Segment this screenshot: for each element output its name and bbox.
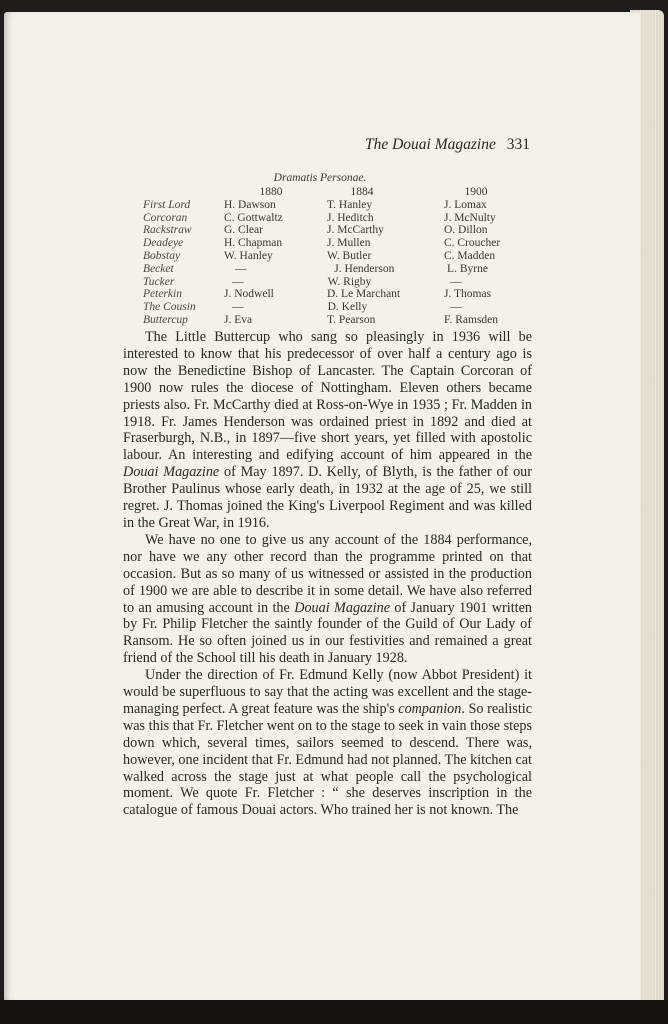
cast-row — [143, 314, 528, 327]
year-header: 1880 — [259, 186, 283, 198]
cast-actor-1880: W. Hanley — [224, 249, 273, 262]
journal-title: The Douai Magazine — [364, 136, 496, 153]
cast-actor-1900: F. Ramsden — [444, 313, 499, 326]
book-cover-bottom — [0, 1000, 668, 1024]
cast-row — [143, 301, 528, 314]
cast-actor-1884: W. Rigby — [327, 275, 372, 288]
cast-actor-1880: H. Dawson — [224, 198, 276, 211]
running-head — [200, 136, 530, 154]
cast-role: Deadeye — [143, 237, 184, 250]
cast-actor-1884: J. Henderson — [334, 262, 395, 275]
cast-role: Buttercup — [143, 313, 188, 326]
cast-actor-1900: C. Madden — [444, 249, 496, 262]
cast-actor-1880: H. Chapman — [224, 237, 283, 250]
paragraph: We have no one to give us any account of the 1884 performance, nor have we any other record than the programme printed on that occasion. But as so many of us witnessed or assisted in the production of 1900 we are able to describe it in some detail. We have also referred to an amusing account in the Douai Magazine of January 1901 written by Fr. Philip Fletcher the saintly founder of the Guild of Our Lady of Ransom. He so often joined us in our festivities and remained a great friend of the School till his death in January 1928. — [123, 531, 532, 667]
cast-actor-1900: L. Byrne — [447, 262, 488, 275]
cast-actor-1900: J. Lomax — [444, 198, 487, 211]
cast-heading: Dramatis Personae. — [273, 172, 367, 184]
cast-actor-1884: D. Le Marchant — [327, 288, 401, 301]
cast-actor-1900: J. Thomas — [444, 288, 492, 301]
cast-actor-1880: J. Nodwell — [224, 288, 274, 301]
cast-actor-1884: T. Pearson — [327, 313, 376, 326]
cast-row — [143, 224, 528, 237]
paragraph: Under the direction of Fr. Edmund Kelly (now Abbot President) it would be superfluous to say that the acting was excellent and the stage-managing perfect. A great feature was the ship's companion. So realistic was this that Fr. Fletcher went on to the stage to seek in vain those steps down which, several times, sailors seemed to descend. There was, however, one incident that Fr. Edmund had not planned. The kitchen cat walked across the stage just at what people call the psychological moment. We quote Fr. Fletcher : “ she deserves inscription in the catalogue of famous Douai actors. Who trained her is not known. The — [123, 667, 532, 819]
cast-actor-1900: O. Dillon — [444, 224, 488, 237]
cast-role: Corcoran — [143, 211, 188, 224]
cast-role: First Lord — [143, 198, 191, 211]
cast-row — [143, 199, 528, 212]
year-header: 1900 — [464, 186, 488, 198]
cast-row — [143, 276, 528, 289]
cast-row — [143, 212, 528, 225]
cast-table — [143, 186, 528, 327]
cast-actor-1880: — — [232, 275, 244, 288]
cast-role: Peterkin — [143, 288, 182, 301]
cast-actor-1880: J. Eva — [224, 313, 253, 326]
paragraph: The Little Buttercup who sang so pleasingly in 1936 will be interested to know that his predecessor of over half a century ago is now the Benedictine Bishop of Lancaster. The Captain Corcoran of 1900 now rules the diocese of Nottingham. Eleven others became priests also. Fr. McCarthy died at Ross-on-Wye in 1935 ; Fr. Madden in 1918. Fr. James Henderson was ordained priest in 1892 and died at Fraserburgh, N.B., in 1897—five short years, yet filled with apostolic labour. An interesting and edifying account of him appeared in the Douai Magazine of May 1897. D. Kelly, of Blyth, is the father of our Brother Paulinus whose early death, in 1932 at the age of 25, we still regret. J. Thomas joined the King's Liverpool Regiment and was killed in the Great War, in 1916. — [123, 329, 532, 531]
cast-row — [143, 288, 528, 301]
cast-actor-1900: — — [450, 275, 462, 288]
cast-actor-1880: — — [232, 301, 244, 314]
cast-actor-1900: C. Croucher — [444, 237, 501, 250]
cast-actor-1880: G. Clear — [224, 224, 263, 237]
cast-role: Rackstraw — [143, 224, 192, 237]
cast-actor-1900: — — [450, 301, 462, 314]
article-body — [123, 329, 532, 819]
cast-actor-1884: W. Butler — [327, 249, 372, 262]
cast-role: Bobstay — [143, 249, 181, 262]
cast-row — [143, 263, 528, 276]
cast-role: Becket — [143, 262, 174, 275]
cast-role: Tucker — [143, 275, 175, 288]
cast-role: The Cousin — [143, 301, 196, 314]
cast-actor-1880: C. Gottwaltz — [224, 211, 283, 224]
cast-actor-1884: J. Heditch — [327, 211, 374, 224]
cast-actor-1880: — — [235, 262, 247, 275]
cast-actor-1884: J. Mullen — [327, 237, 371, 250]
cast-actor-1884: J. McCarthy — [327, 224, 384, 237]
cast-row — [143, 237, 528, 250]
cast-row — [143, 250, 528, 263]
cast-actor-1900: J. McNulty — [444, 211, 496, 224]
cast-year-row — [143, 186, 528, 199]
page-number: 331 — [506, 136, 530, 153]
year-header: 1884 — [350, 186, 374, 198]
cast-actor-1884: D. Kelly — [327, 301, 368, 314]
cast-actor-1884: T. Hanley — [327, 198, 373, 211]
